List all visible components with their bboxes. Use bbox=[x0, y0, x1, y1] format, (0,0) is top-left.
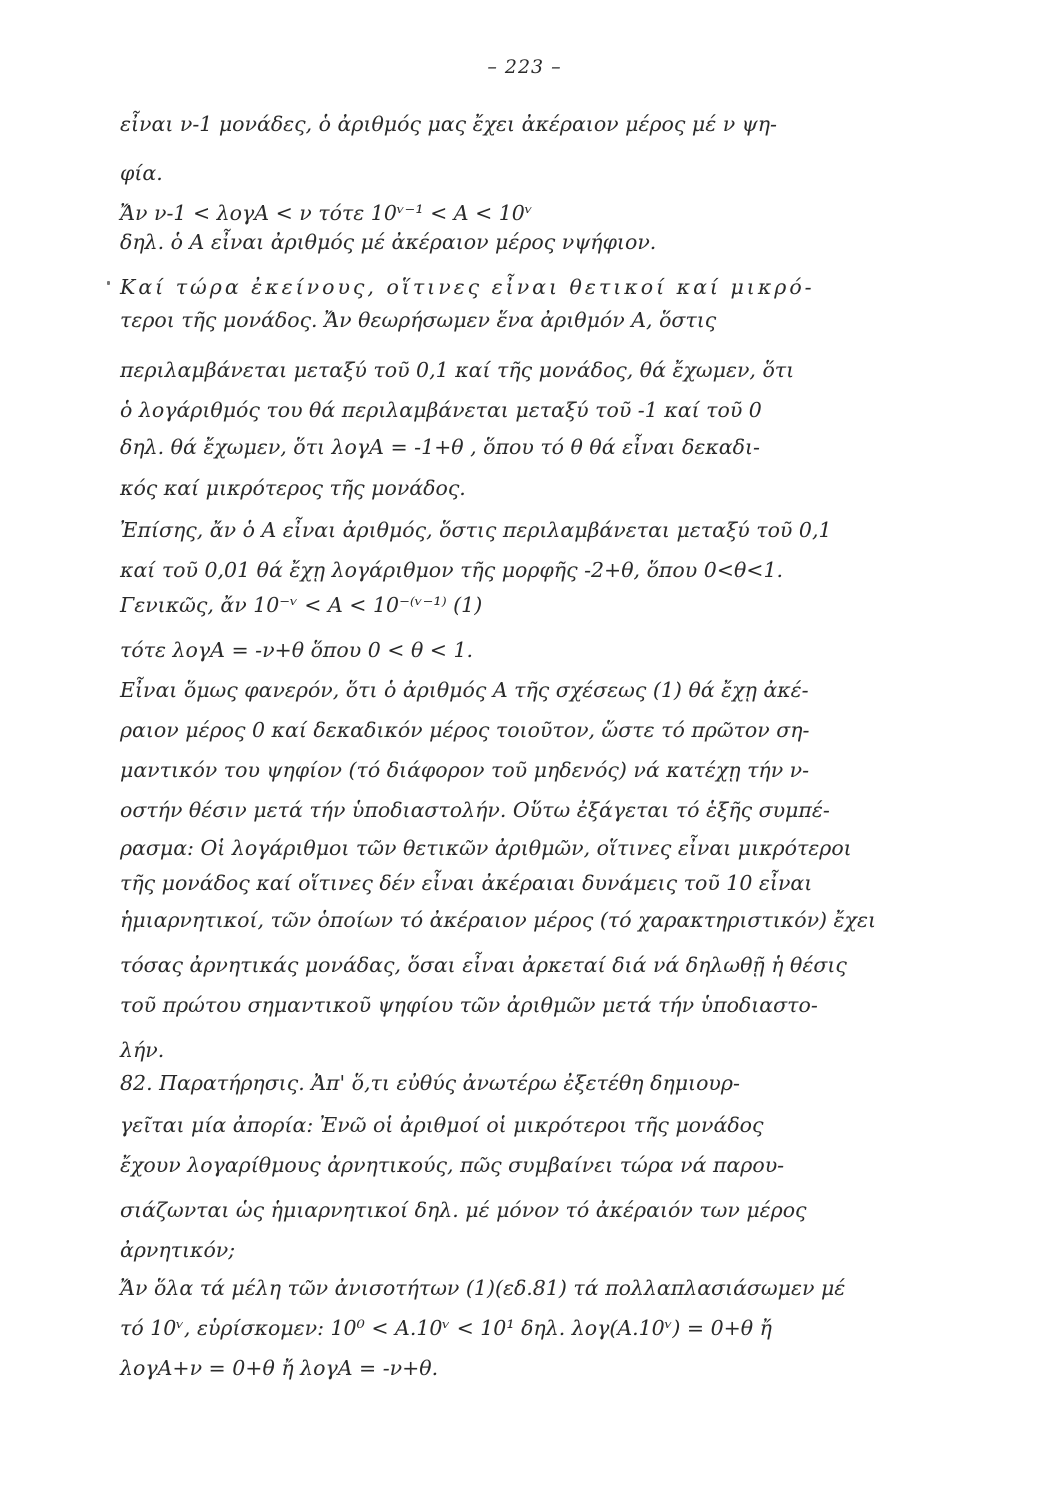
page-number: – 223 – bbox=[487, 56, 562, 78]
text-line: ραιον μέρος 0 καί δεκαδικόν μέρος τοιοῦτον, ὥστε τό πρῶτον ση- bbox=[120, 718, 810, 742]
text-line: λήν. bbox=[120, 1038, 165, 1062]
text-line: ἀρνητικόν; bbox=[120, 1238, 236, 1262]
text-line: καί τοῦ 0,01 θά ἔχῃ λογάριθμον τῆς μορφῆς -2+θ, ὅπου 0<θ<1. bbox=[120, 558, 784, 582]
text-line: τό 10ᵛ, εὑρίσκομεν: 10⁰ < Α.10ᵛ < 10¹ δηλ. λογ(Α.10ᵛ) = 0+θ ἤ bbox=[120, 1316, 772, 1340]
text-line: γεῖται μία ἀπορία: Ἐνῶ οἱ ἀριθμοί οἱ μικρότεροι τῆς μονάδος bbox=[120, 1113, 764, 1137]
text-line: οστήν θέσιν μετά τήν ὑποδιαστολήν. Οὕτω ἐξάγεται τό ἑξῆς συμπέ- bbox=[120, 798, 830, 822]
text-line: τῆς μονάδος καί οἵτινες δέν εἶναι ἀκέραιαι δυνάμεις τοῦ 10 εἶναι bbox=[120, 871, 813, 895]
text-line: δηλ. ὁ Α εἶναι ἀριθμός μέ ἀκέραιον μέρος νψήφιον. bbox=[120, 230, 657, 254]
text-line: Εἶναι ὅμως φανερόν, ὅτι ὁ ἀριθμός Α τῆς σχέσεως (1) θά ἔχῃ ἀκέ- bbox=[120, 678, 809, 702]
text-line: Ἐπίσης, ἄν ὁ Α εἶναι ἀριθμός, ὅστις περιλαμβάνεται μεταξύ τοῦ 0,1 bbox=[120, 518, 832, 542]
text-line: 82. Παρατήρησις. Ἀπ' ὅ,τι εὐθύς ἀνωτέρω ἐξετέθη δημιουρ- bbox=[120, 1071, 740, 1095]
text-line: τόσας ἀρνητικάς μονάδας, ὅσαι εἶναι ἀρκεταί διά νά δηλωθῇ ἡ θέσις bbox=[120, 953, 847, 977]
text-line: εἶναι ν-1 μονάδες, ὁ ἀριθμός μας ἔχει ἀκέραιον μέρος μέ ν ψη- bbox=[120, 112, 777, 136]
text-line: κός καί μικρότερος τῆς μονάδος. bbox=[120, 476, 466, 500]
text-line: περιλαμβάνεται μεταξύ τοῦ 0,1 καί τῆς μονάδος, θά ἔχωμεν, ὅτι bbox=[120, 358, 795, 382]
text-line: ἔχουν λογαρίθμους ἀρνητικούς, πῶς συμβαίνει τώρα νά παρου- bbox=[120, 1153, 785, 1177]
text-line: λογΑ+ν = 0+θ ἤ λογΑ = -ν+θ. bbox=[120, 1356, 439, 1380]
text-line: μαντικόν του ψηφίον (τό διάφορον τοῦ μηδενός) νά κατέχῃ τήν ν- bbox=[120, 758, 810, 782]
ink-blot bbox=[107, 281, 110, 285]
text-line: ὁ λογάριθμός του θά περιλαμβάνεται μεταξύ τοῦ -1 καί τοῦ 0 bbox=[120, 398, 762, 422]
text-line: Καί τώρα ἐκείνους, οἵτινες εἶναι θετικοί καί μικρό- bbox=[120, 275, 815, 299]
text-line: Γενικῶς, ἄν 10⁻ᵛ < Α < 10⁻⁽ᵛ⁻¹⁾ (1) bbox=[120, 593, 483, 617]
text-line: τεροι τῆς μονάδος. Ἄν θεωρήσωμεν ἕνα ἀριθμόν Α, ὅστις bbox=[120, 308, 717, 332]
text-line: τότε λογΑ = -ν+θ ὅπου 0 < θ < 1. bbox=[120, 638, 474, 662]
text-line: ρασμα: Οἱ λογάριθμοι τῶν θετικῶν ἀριθμῶν, οἵτινες εἶναι μικρότεροι bbox=[120, 836, 852, 860]
text-line: Ἄν ὅλα τά μέλη τῶν ἀνισοτήτων (1)(εδ.81) τά πολλαπλασιάσωμεν μέ bbox=[120, 1276, 846, 1300]
text-line: φία. bbox=[120, 161, 163, 185]
text-line: ἡμιαρνητικοί, τῶν ὁποίων τό ἀκέραιον μέρος (τό χαρακτηριστικόν) ἔχει bbox=[120, 908, 877, 932]
text-line: σιάζωνται ὡς ἡμιαρνητικοί δηλ. μέ μόνον τό ἀκέραιόν των μέρος bbox=[120, 1198, 807, 1222]
text-line: δηλ. θά ἔχωμεν, ὅτι λογΑ = -1+θ , ὅπου τό θ θά εἶναι δεκαδι- bbox=[120, 435, 760, 459]
text-line: Ἄν ν-1 < λογΑ < ν τότε 10ᵛ⁻¹ < Α < 10ᵛ bbox=[120, 201, 533, 225]
text-line: τοῦ πρώτου σημαντικοῦ ψηφίου τῶν ἀριθμῶν μετά τήν ὑποδιαστο- bbox=[120, 993, 818, 1017]
